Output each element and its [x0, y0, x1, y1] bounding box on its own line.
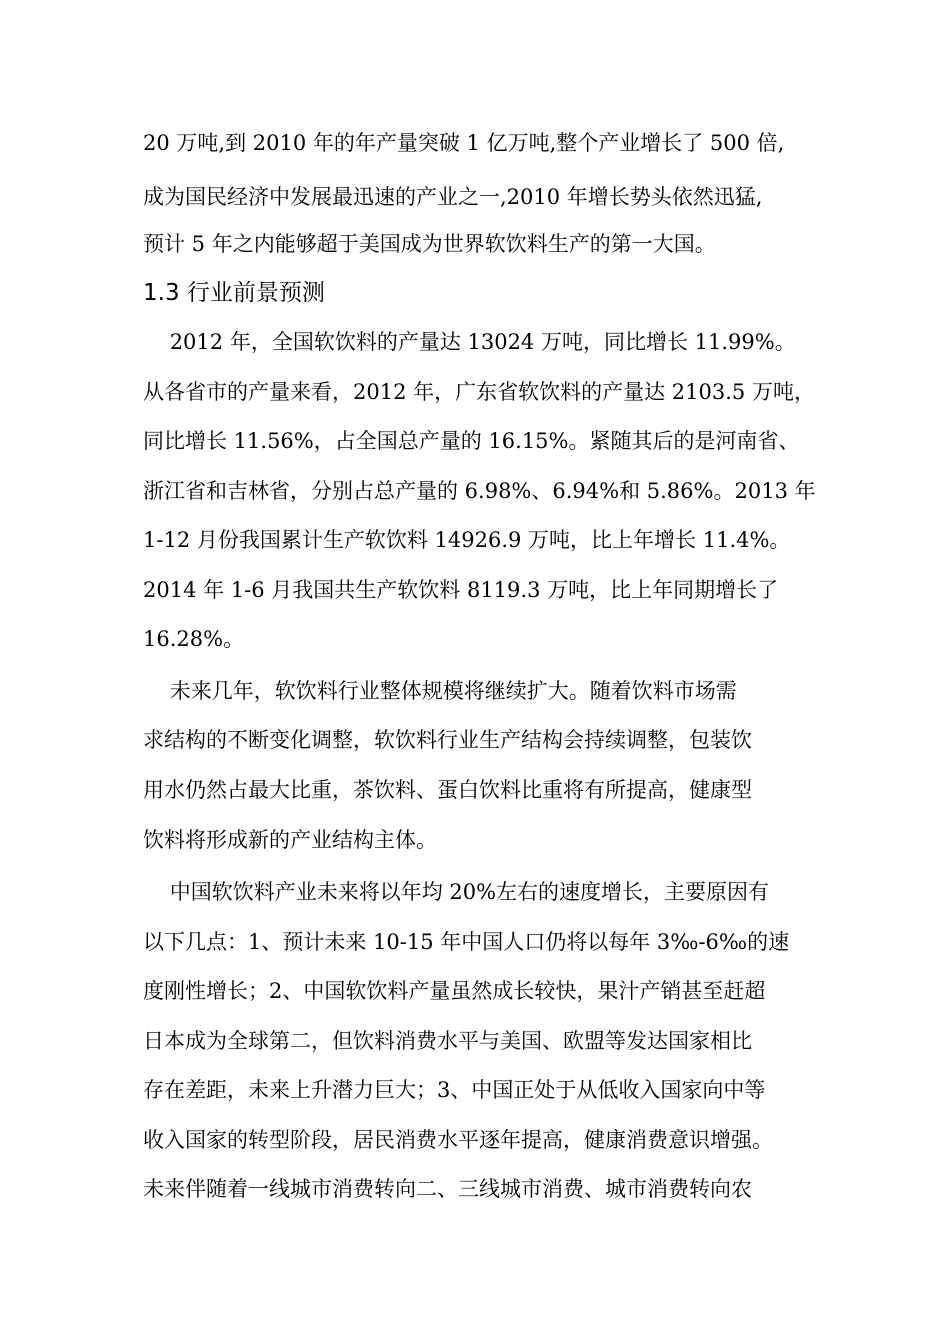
paragraph3-line-2: 以下几点：1、预计未来 10-15 年中国人口仍将以每年 3‰-6‰的速: [143, 930, 790, 954]
paragraph1-line-6: 2014 年 1-6 月我国共生产软饮料 8119.3 万吨，比上年同期增长了: [143, 578, 779, 602]
paragraph3-line-3: 度刚性增长；2、中国软饮料产量虽然成长较快，果汁产销甚至赶超: [143, 979, 766, 1003]
paragraph2-line-3: 用水仍然占最大比重，茶饮料、蛋白饮料比重将有所提高，健康型: [143, 778, 752, 802]
paragraph2-line-2: 求结构的不断变化调整，软饮料行业生产结构会持续调整，包装饮: [143, 728, 752, 752]
paragraph3-line-4: 日本成为全球第二，但饮料消费水平与美国、欧盟等发达国家相比: [143, 1029, 752, 1053]
section-heading: 1.3 行业前景预测: [143, 280, 325, 306]
paragraph2-line-4: 饮料将形成新的产业结构主体。: [143, 828, 437, 852]
paragraph1-line-3: 同比增长 11.56%，占全国总产量的 16.15%。紧随其后的是河南省、: [143, 429, 800, 453]
paragraph3-line-1: 中国软饮料产业未来将以年均 20%左右的速度增长，主要原因有: [143, 880, 770, 904]
paragraph3-line-7: 未来伴随着一线城市消费转向二、三线城市消费、城市消费转向农: [143, 1177, 752, 1201]
paragraph1-line-1: 2012 年，全国软饮料的产量达 13024 万吨，同比增长 11.99%。: [143, 330, 796, 354]
paragraph3-line-6: 收入国家的转型阶段，居民消费水平逐年提高，健康消费意识增强。: [143, 1128, 773, 1152]
intro-line-1: 20 万吨,到 2010 年的年产量突破 1 亿万吨,整个产业增长了 500 倍,: [143, 131, 785, 155]
paragraph1-line-4: 浙江省和吉林省，分别占总产量的 6.98%、6.94%和 5.86%。2013 年: [143, 479, 816, 503]
paragraph2-line-1: 未来几年，软饮料行业整体规模将继续扩大。随着饮料市场需: [143, 679, 737, 703]
paragraph3-line-5: 存在差距，未来上升潜力巨大；3、中国正处于从低收入国家向中等: [143, 1078, 766, 1102]
paragraph1-line-5: 1-12 月份我国累计生产软饮料 14926.9 万吨，比上年增长 11.4%。: [143, 528, 791, 552]
paragraph1-line-2: 从各省市的产量来看，2012 年，广东省软饮料的产量达 2103.5 万吨，: [143, 380, 815, 404]
intro-line-3: 预计 5 年之内能够超于美国成为世界软饮料生产的第一大国。: [143, 232, 716, 256]
intro-line-2: 成为国民经济中发展最迅速的产业之一,2010 年增长势头依然迅猛,: [143, 185, 763, 209]
paragraph1-line-7: 16.28%。: [143, 627, 245, 651]
